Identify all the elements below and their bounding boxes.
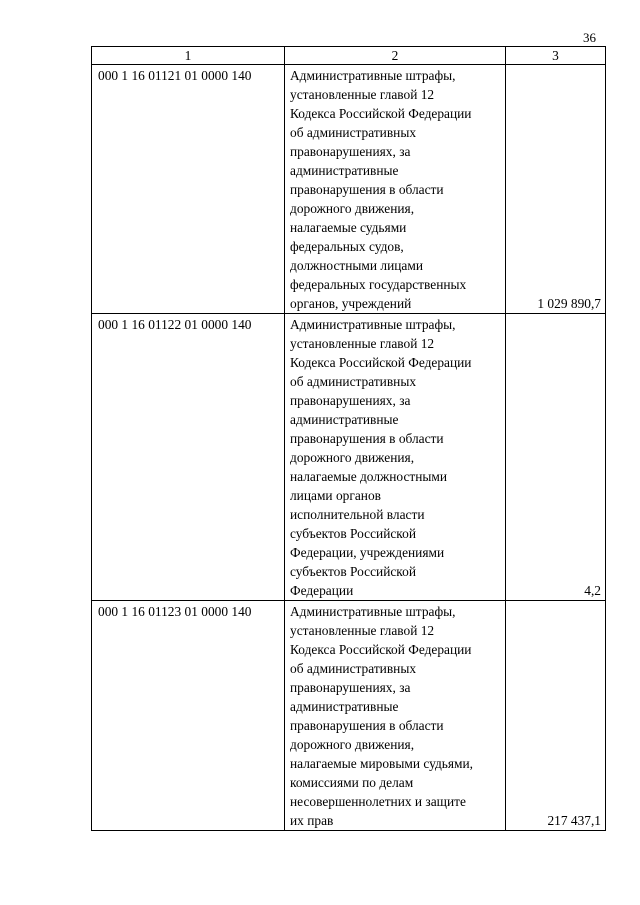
revenue-name-line: правонарушениях, за <box>290 680 411 695</box>
revenue-name-line: несовершеннолетних и защите <box>290 794 466 809</box>
revenue-name-line: дорожного движения, <box>290 450 415 465</box>
revenue-name-line: установленные главой 12 <box>290 623 435 638</box>
revenue-name-line: налагаемые должностными <box>290 469 448 484</box>
revenue-name-line: лицами органов <box>290 488 381 503</box>
revenue-name-line: налагаемые мировыми судьями, <box>290 756 474 771</box>
revenue-name-line: их прав <box>290 813 334 828</box>
revenue-name-line: комиссиями по делам <box>290 775 414 790</box>
revenue-name-line: Административные штрафы, <box>290 68 456 83</box>
revenue-name-line: Кодекса Российской Федерации <box>290 106 472 121</box>
revenue-name-line: федеральных судов, <box>290 239 404 254</box>
revenue-table <box>91 46 606 831</box>
revenue-name-line: Федерации, учреждениями <box>290 545 445 560</box>
table-row <box>92 601 606 831</box>
revenue-name-line: дорожного движения, <box>290 201 415 216</box>
page-number: 36 <box>583 30 596 45</box>
column-header-name: 2 <box>285 47 506 65</box>
revenue-name-cell <box>285 601 506 831</box>
amount-cell: 1 029 890,7 <box>506 65 606 314</box>
revenue-name-line: правонарушениях, за <box>290 393 411 408</box>
revenue-name-line: административные <box>290 163 399 178</box>
table-row <box>92 65 606 314</box>
revenue-name-line: Кодекса Российской Федерации <box>290 355 472 370</box>
budget-code-cell: 000 1 16 01123 01 0000 140 <box>92 601 285 831</box>
revenue-name-cell <box>285 314 506 601</box>
revenue-name-line: правонарушения в области <box>290 718 444 733</box>
revenue-name-line: Федерации <box>290 583 354 598</box>
amount-cell: 4,2 <box>506 314 606 601</box>
amount-cell: 217 437,1 <box>506 601 606 831</box>
revenue-name-line: Административные штрафы, <box>290 604 456 619</box>
revenue-name-line: должностными лицами <box>290 258 424 273</box>
revenue-name-line: Кодекса Российской Федерации <box>290 642 472 657</box>
revenue-name-line: установленные главой 12 <box>290 87 435 102</box>
column-header-code: 1 <box>92 47 285 65</box>
budget-code-cell: 000 1 16 01121 01 0000 140 <box>92 65 285 314</box>
table-header-row <box>92 47 606 65</box>
revenue-name-line: административные <box>290 699 399 714</box>
revenue-name-line: исполнительной власти <box>290 507 425 522</box>
revenue-name-line: субъектов Российской <box>290 526 416 541</box>
revenue-name-line: об административных <box>290 661 417 676</box>
revenue-name-line: административные <box>290 412 399 427</box>
revenue-name-line: федеральных государственных <box>290 277 467 292</box>
revenue-name-line: налагаемые судьями <box>290 220 407 235</box>
revenue-name-line: органов, учреждений <box>290 296 412 311</box>
revenue-name-cell <box>285 65 506 314</box>
column-header-amount: 3 <box>506 47 606 65</box>
revenue-name-line: Административные штрафы, <box>290 317 456 332</box>
revenue-name-line: субъектов Российской <box>290 564 416 579</box>
revenue-name-line: дорожного движения, <box>290 737 415 752</box>
revenue-name-line: установленные главой 12 <box>290 336 435 351</box>
revenue-name-line: правонарушения в области <box>290 182 444 197</box>
revenue-name-line: правонарушения в области <box>290 431 444 446</box>
table-row <box>92 314 606 601</box>
revenue-name-line: правонарушениях, за <box>290 144 411 159</box>
revenue-name-line: об административных <box>290 374 417 389</box>
budget-code-cell: 000 1 16 01122 01 0000 140 <box>92 314 285 601</box>
revenue-name-line: об административных <box>290 125 417 140</box>
